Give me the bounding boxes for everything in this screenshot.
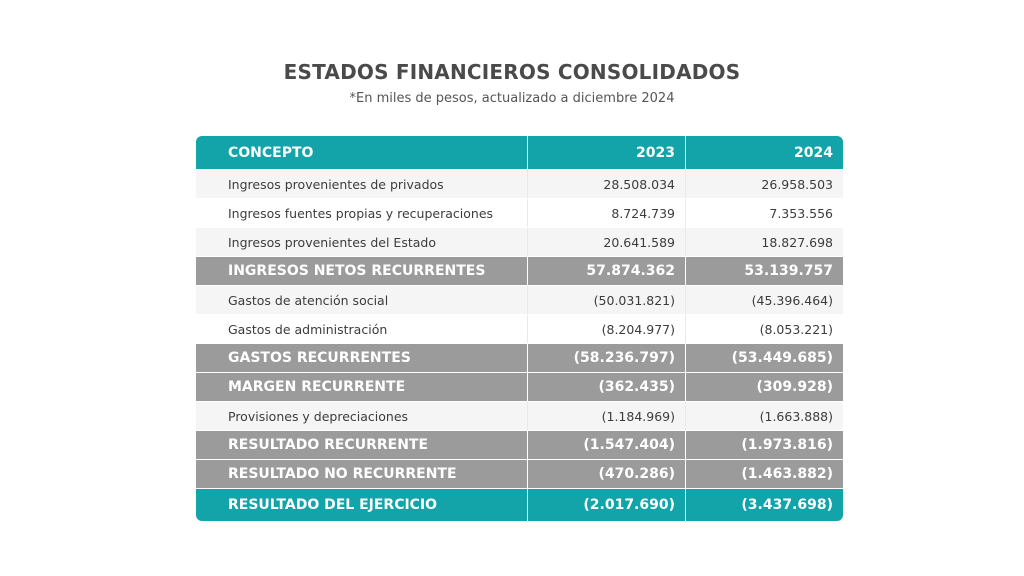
- table-row: [196, 315, 843, 344]
- value-2023-cell: (470.286): [527, 460, 685, 488]
- value-2023-cell: (8.204.977): [527, 315, 685, 343]
- concept-cell: Gastos de administración: [228, 321, 388, 337]
- concept-cell: Ingresos provenientes de privados: [228, 176, 444, 192]
- value-2024-cell: 53.139.757: [685, 257, 843, 285]
- concept-cell: RESULTADO RECURRENTE: [228, 437, 429, 453]
- value-2024-cell: (45.396.464): [685, 286, 843, 314]
- value-2023-cell: 57.874.362: [527, 257, 685, 285]
- subtotal-row: [196, 431, 843, 460]
- value-2023-cell: (58.236.797): [527, 344, 685, 372]
- value-2024-cell: (53.449.685): [685, 344, 843, 372]
- table-row: [196, 402, 843, 431]
- value-2023-cell: (1.547.404): [527, 431, 685, 459]
- value-2023-cell: (1.184.969): [527, 402, 685, 430]
- value-2024-cell: 18.827.698: [685, 228, 843, 256]
- value-2023-cell: 8.724.739: [527, 199, 685, 227]
- value-2024-cell: 26.958.503: [685, 170, 843, 198]
- value-2023-cell: 28.508.034: [527, 170, 685, 198]
- value-2023-cell: (50.031.821): [527, 286, 685, 314]
- table-row: [196, 286, 843, 315]
- column-header-2023: 2023: [527, 136, 685, 169]
- value-2024-cell: (1.663.888): [685, 402, 843, 430]
- subtotal-row: [196, 344, 843, 373]
- column-header-concept: CONCEPTO: [228, 144, 314, 161]
- concept-cell: RESULTADO NO RECURRENTE: [228, 466, 457, 482]
- table-row: [196, 199, 843, 228]
- financial-table: [196, 136, 843, 521]
- value-2024-cell: 7.353.556: [685, 199, 843, 227]
- column-header-2024: 2024: [685, 136, 843, 169]
- value-2024-cell: (309.928): [685, 373, 843, 401]
- table-row: [196, 228, 843, 257]
- value-2023-cell: 20.641.589: [527, 228, 685, 256]
- concept-cell: GASTOS RECURRENTES: [228, 350, 411, 366]
- final-result-row: [196, 489, 843, 521]
- concept-cell: Provisiones y depreciaciones: [228, 408, 409, 424]
- concept-cell: MARGEN RECURRENTE: [228, 379, 406, 395]
- subtotal-row: [196, 257, 843, 286]
- subtotal-row: [196, 460, 843, 489]
- concept-cell: Gastos de atención social: [228, 292, 389, 308]
- concept-cell: Ingresos provenientes del Estado: [228, 234, 436, 250]
- subtotal-row: [196, 373, 843, 402]
- table-header-row: [196, 136, 843, 170]
- value-2024-cell: (8.053.221): [685, 315, 843, 343]
- concept-cell: Ingresos fuentes propias y recuperaciones: [228, 205, 494, 221]
- value-2024-cell: (1.463.882): [685, 460, 843, 488]
- page-title: ESTADOS FINANCIEROS CONSOLIDADOS: [283, 60, 741, 84]
- table-row: [196, 170, 843, 199]
- value-2024-cell: (1.973.816): [685, 431, 843, 459]
- concept-cell: RESULTADO DEL EJERCICIO: [228, 497, 438, 513]
- page-subtitle: *En miles de pesos, actualizado a diciembre 2024: [349, 91, 675, 106]
- value-2024-cell: (3.437.698): [685, 489, 843, 521]
- value-2023-cell: (2.017.690): [527, 489, 685, 521]
- value-2023-cell: (362.435): [527, 373, 685, 401]
- concept-cell: INGRESOS NETOS RECURRENTES: [228, 263, 486, 279]
